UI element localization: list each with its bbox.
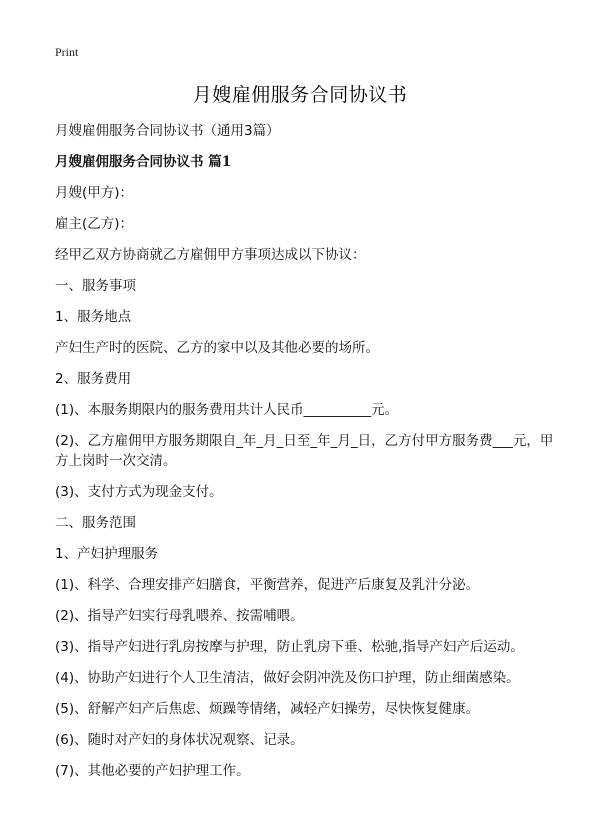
heading-service-location: 1、服务地点 bbox=[55, 309, 132, 325]
section-heading: 月嫂雇佣服务合同协议书 篇1 bbox=[55, 154, 232, 170]
heading-service-fee: 2、服务费用 bbox=[55, 371, 132, 387]
care-item-3: (3)、指导产妇进行乳房按摩与护理，防止乳房下垂、松驰,指导产妇产后运动。 bbox=[55, 639, 524, 655]
care-item-1: (1)、科学、合理安排产妇膳食，平衡营养，促进产后康复及乳汁分泌。 bbox=[55, 577, 480, 593]
subtitle-line: 月嫂雇佣服务合同协议书（通用3篇） bbox=[55, 123, 280, 139]
care-item-7: (7)、其他必要的产妇护理工作。 bbox=[55, 763, 250, 779]
fee-clause-1: (1)、本服务期限内的服务费用共计人民币__________元。 bbox=[55, 402, 399, 418]
care-item-4: (4)、协助产妇进行个人卫生清洁，做好会阴冲洗及伤口护理，防止细菌感染。 bbox=[55, 670, 520, 686]
care-item-5: (5)、舒解产妇产后焦虑、烦躁等情绪，减轻产妇操劳，尽快恢复健康。 bbox=[55, 701, 480, 717]
heading-service-items: 一、服务事项 bbox=[55, 278, 136, 294]
party-a-line: 月嫂(甲方)： bbox=[55, 185, 134, 201]
care-item-2: (2)、指导产妇实行母乳喂养、按需哺喂。 bbox=[55, 608, 304, 624]
fee-clause-2: (2)、乙方雇佣甲方服务期限自_年_月_日至_年_月_日，乙方付甲方服务费___元，甲方上岗时一次交清。 bbox=[55, 433, 554, 469]
party-b-line: 雇主(乙方)： bbox=[55, 216, 134, 232]
care-item-6: (6)、随时对产妇的身体状况观察、记录。 bbox=[55, 732, 304, 748]
print-label: Print bbox=[55, 45, 79, 59]
fee-clause-3: (3)、支付方式为现金支付。 bbox=[55, 484, 223, 500]
heading-maternal-care: 1、产妇护理服务 bbox=[55, 546, 159, 562]
heading-service-scope: 二、服务范围 bbox=[55, 515, 136, 531]
document-title: 月嫂雇佣服务合同协议书 bbox=[192, 84, 408, 106]
agreement-intro-line: 经甲乙双方协商就乙方雇佣甲方事项达成以下协议： bbox=[55, 247, 366, 263]
service-location-text: 产妇生产时的医院、乙方的家中以及其他必要的场所。 bbox=[55, 340, 379, 356]
